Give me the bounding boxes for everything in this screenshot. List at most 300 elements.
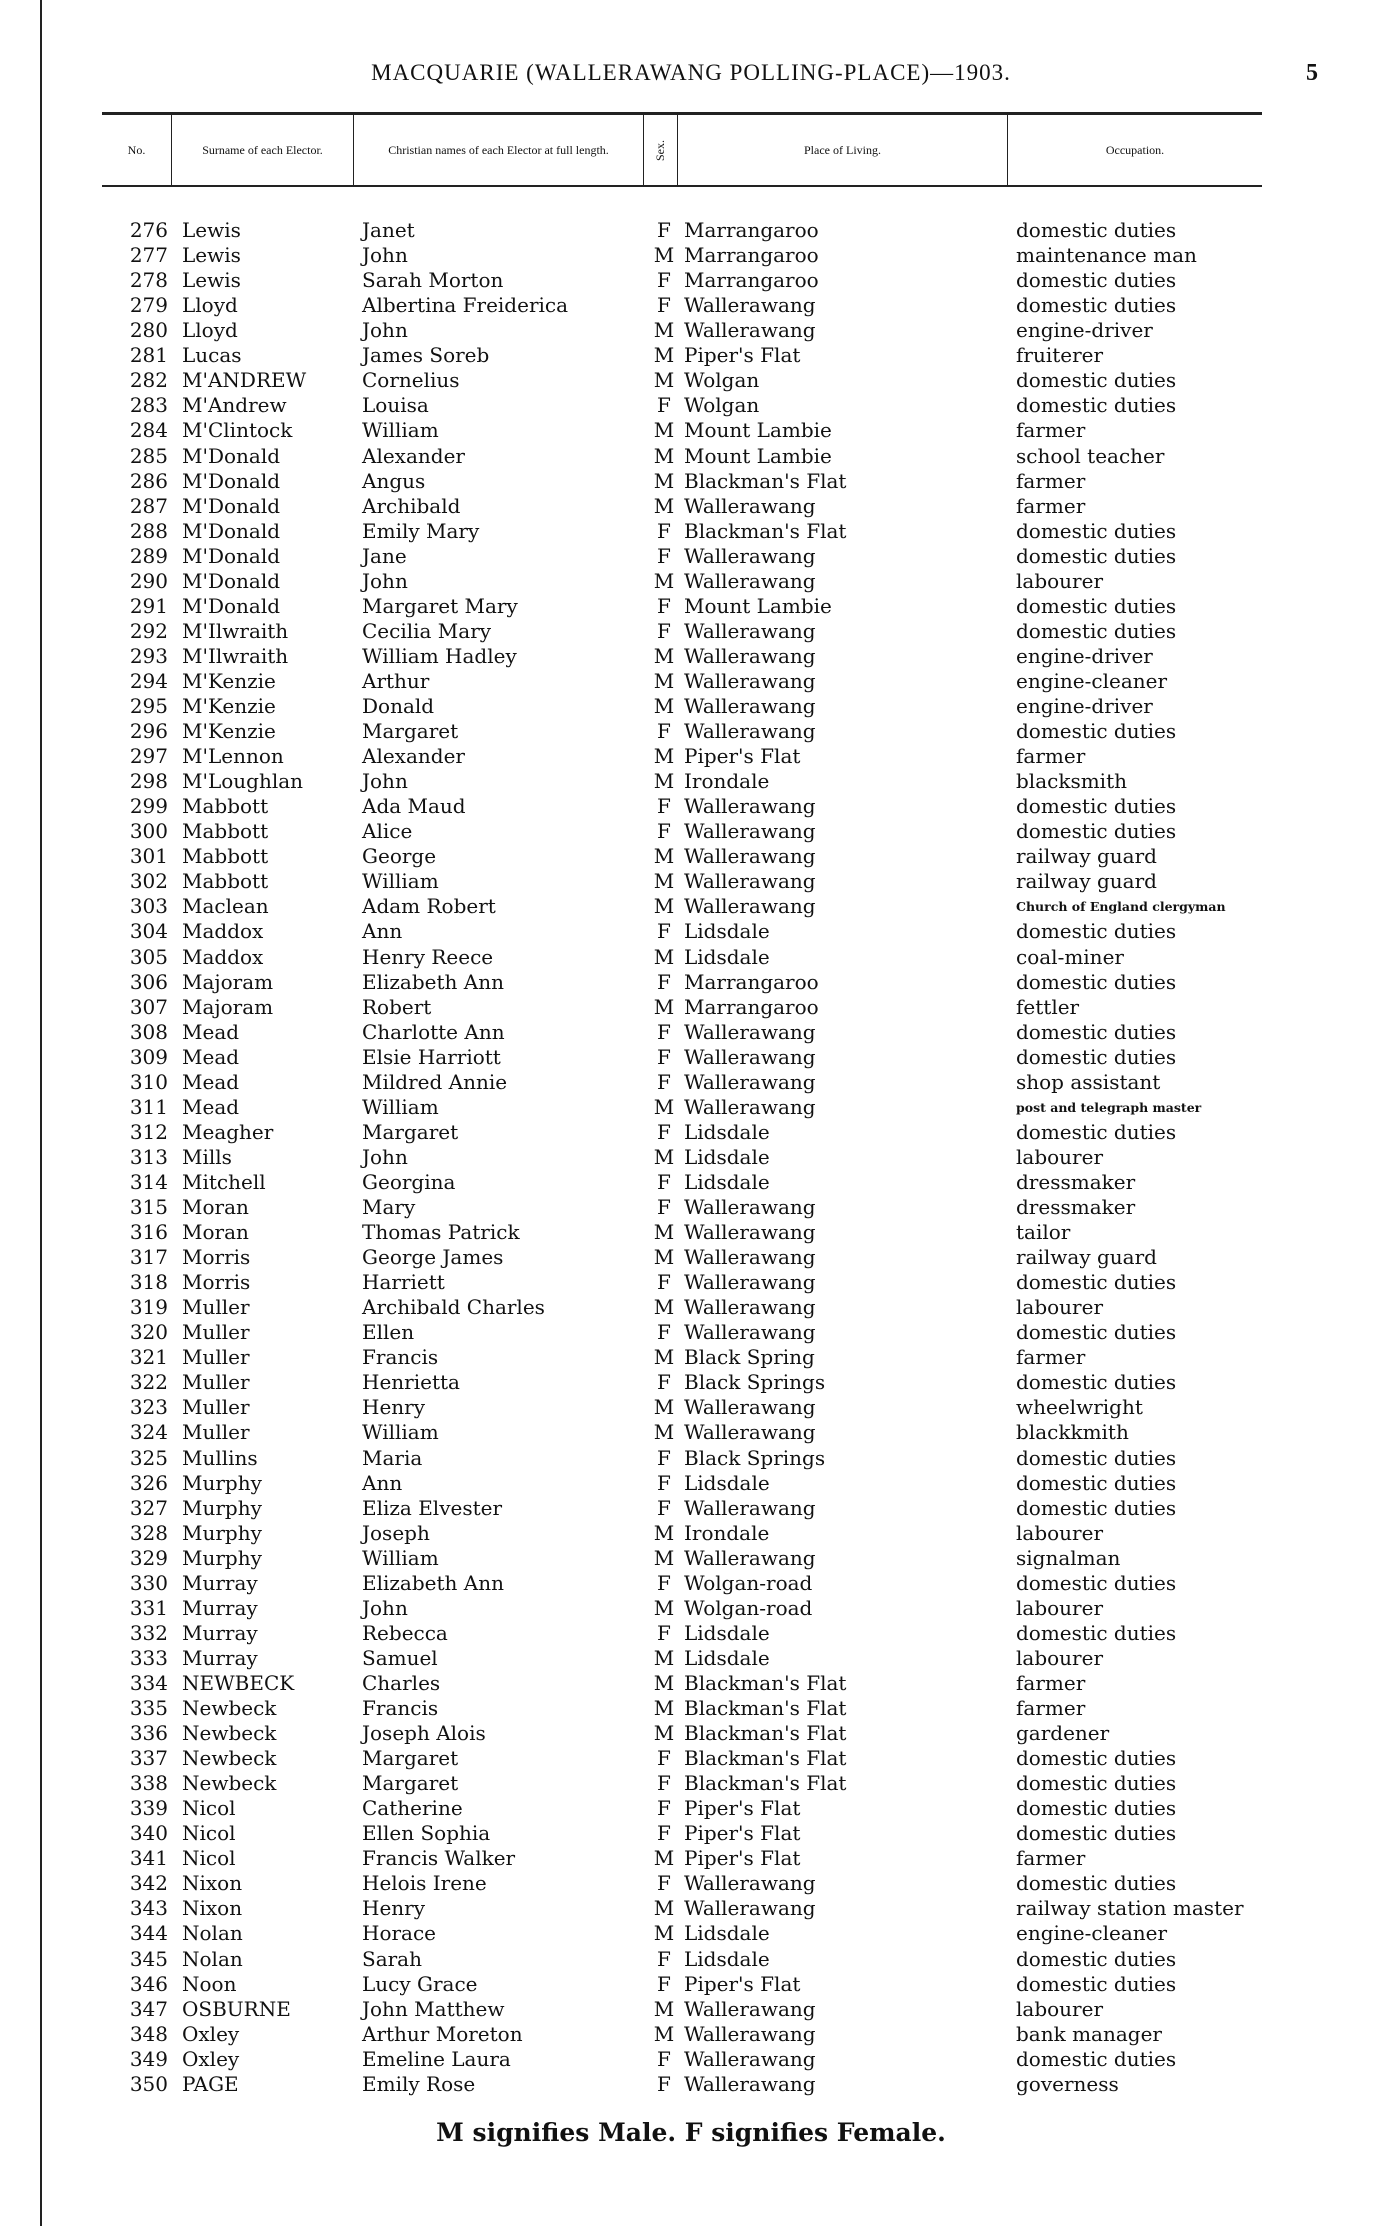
elector-surname: M'Donald xyxy=(182,443,281,468)
elector-number: 312 xyxy=(129,1119,168,1144)
elector-number: 329 xyxy=(129,1545,168,1570)
elector-surname: Morris xyxy=(182,1245,251,1269)
table-row xyxy=(0,218,1382,243)
elector-christian-names: Ann xyxy=(362,1470,403,1495)
elector-place: Lidsdale xyxy=(684,1470,770,1495)
elector-place: Lidsdale xyxy=(684,1921,770,1946)
elector-surname: Murphy xyxy=(182,1470,262,1495)
elector-surname: M'Loughlan xyxy=(182,769,304,794)
elector-occupation: domestic duties xyxy=(1016,543,1177,568)
elector-occupation: engine-cleaner xyxy=(1016,668,1168,693)
elector-surname: M'Donald xyxy=(182,568,281,593)
elector-surname: Oxley xyxy=(182,2046,240,2071)
elector-surname: Murray xyxy=(182,1595,258,1620)
table-row xyxy=(0,1170,1382,1195)
elector-surname: Mabbott xyxy=(182,869,269,894)
elector-surname: M'Kenzie xyxy=(182,668,276,693)
elector-place: Piper's Flat xyxy=(684,343,801,368)
elector-christian-names: Georgina xyxy=(362,1169,456,1194)
table-row xyxy=(0,1972,1382,1997)
elector-surname: M'Clintock xyxy=(182,418,293,443)
table-row xyxy=(0,970,1382,995)
elector-place: Wallerawang xyxy=(684,1996,816,2021)
elector-place: Marrangaroo xyxy=(684,994,819,1019)
elector-number: 350 xyxy=(129,2071,168,2096)
elector-place: Wallerawang xyxy=(684,1069,816,1094)
elector-sex: F xyxy=(657,1370,671,1395)
elector-sex: F xyxy=(657,794,671,819)
elector-occupation: engine-driver xyxy=(1016,318,1153,343)
table-row xyxy=(0,1420,1382,1445)
table-row xyxy=(0,1846,1382,1871)
elector-number: 286 xyxy=(129,468,168,493)
elector-sex: F xyxy=(657,618,671,643)
elector-sex: M xyxy=(653,1144,675,1169)
elector-sex: M xyxy=(653,944,675,969)
elector-number: 330 xyxy=(129,1570,168,1595)
elector-place: Wallerawang xyxy=(684,1094,816,1119)
column-header-no: No. xyxy=(102,115,172,185)
elector-surname: M'Donald xyxy=(182,593,281,618)
elector-number: 319 xyxy=(129,1295,168,1320)
elector-christian-names: Lucy Grace xyxy=(362,1971,478,1996)
elector-surname: Mills xyxy=(182,1144,232,1169)
elector-place: Blackman's Flat xyxy=(684,1746,847,1770)
elector-surname: Mabbott xyxy=(182,794,269,819)
elector-surname: Nicol xyxy=(182,1821,236,1846)
elector-surname: Nicol xyxy=(182,1846,236,1871)
elector-occupation: railway guard xyxy=(1016,844,1157,869)
elector-number: 324 xyxy=(129,1420,168,1445)
elector-number: 331 xyxy=(129,1595,168,1620)
elector-place: Wallerawang xyxy=(684,668,816,693)
elector-occupation: fettler xyxy=(1016,994,1080,1019)
elector-place: Wallerawang xyxy=(684,894,816,919)
elector-place: Irondale xyxy=(684,769,770,794)
elector-number: 304 xyxy=(129,919,168,944)
elector-sex: F xyxy=(657,1971,671,1996)
elector-surname: M'Ilwraith xyxy=(182,618,289,643)
elector-number: 308 xyxy=(129,1019,168,1044)
elector-place: Wolgan xyxy=(684,368,760,393)
elector-christian-names: Alice xyxy=(362,819,413,844)
table-row xyxy=(0,293,1382,318)
elector-christian-names: Rebecca xyxy=(362,1620,448,1645)
elector-sex: F xyxy=(657,593,671,618)
elector-sex: M xyxy=(653,1345,675,1370)
elector-number: 317 xyxy=(129,1245,168,1269)
elector-occupation: domestic duties xyxy=(1016,1796,1177,1821)
elector-place: Piper's Flat xyxy=(684,1846,801,1871)
elector-occupation: domestic duties xyxy=(1016,919,1177,944)
table-row xyxy=(0,1721,1382,1746)
elector-place: Wallerawang xyxy=(684,1420,816,1445)
elector-christian-names: Margaret Mary xyxy=(362,593,518,618)
elector-surname: Maddox xyxy=(182,919,264,944)
table-row xyxy=(0,1095,1382,1120)
table-row xyxy=(0,1997,1382,2022)
elector-sex: F xyxy=(657,1821,671,1846)
elector-occupation: domestic duties xyxy=(1016,1620,1177,1645)
elector-christian-names: Alexander xyxy=(362,744,465,769)
elector-sex: F xyxy=(657,543,671,568)
elector-surname: M'Kenzie xyxy=(182,693,276,718)
elector-occupation: signalman xyxy=(1016,1545,1121,1570)
elector-occupation: dressmaker xyxy=(1016,1169,1136,1194)
elector-occupation: domestic duties xyxy=(1016,268,1177,293)
elector-number: 345 xyxy=(129,1946,168,1971)
elector-number: 296 xyxy=(129,719,168,743)
elector-occupation: domestic duties xyxy=(1016,518,1177,543)
elector-surname: Murray xyxy=(182,1620,258,1645)
elector-sex: M xyxy=(653,1896,675,1921)
elector-place: Lidsdale xyxy=(684,919,770,944)
elector-number: 288 xyxy=(129,518,168,543)
elector-surname: Mead xyxy=(182,1044,240,1069)
elector-sex: F xyxy=(657,819,671,844)
elector-sex: F xyxy=(657,293,671,318)
elector-sex: F xyxy=(657,1570,671,1595)
elector-number: 285 xyxy=(129,443,168,468)
elector-occupation: domestic duties xyxy=(1016,1746,1177,1770)
elector-christian-names: Henry Reece xyxy=(362,944,494,969)
elector-place: Black Springs xyxy=(684,1445,826,1470)
elector-christian-names: John xyxy=(362,1595,408,1620)
elector-surname: Mead xyxy=(182,1019,240,1044)
elector-place: Wallerawang xyxy=(684,643,816,668)
elector-christian-names: Margaret xyxy=(362,1746,459,1770)
elector-christian-names: Francis xyxy=(362,1345,439,1370)
elector-number: 337 xyxy=(129,1746,168,1770)
elector-sex: M xyxy=(653,418,675,443)
elector-number: 310 xyxy=(129,1069,168,1094)
elector-sex: F xyxy=(657,1445,671,1470)
elector-christian-names: Mary xyxy=(362,1195,416,1219)
elector-occupation: Church of England clergyman xyxy=(1016,899,1226,915)
elector-place: Wallerawang xyxy=(684,1871,816,1896)
elector-surname: Muller xyxy=(182,1345,250,1370)
elector-place: Wallerawang xyxy=(684,1245,816,1269)
elector-sex: M xyxy=(653,744,675,769)
elector-sex: M xyxy=(653,869,675,894)
elector-sex: F xyxy=(657,1771,671,1796)
elector-number: 301 xyxy=(129,844,168,869)
elector-occupation: domestic duties xyxy=(1016,618,1177,643)
elector-number: 325 xyxy=(129,1445,168,1470)
elector-sex: F xyxy=(657,1195,671,1219)
elector-number: 323 xyxy=(129,1395,168,1420)
elector-occupation: labourer xyxy=(1016,1595,1104,1620)
elector-sex: F xyxy=(657,1871,671,1896)
elector-surname: Lloyd xyxy=(182,293,238,318)
elector-sex: M xyxy=(653,1645,675,1670)
elector-surname: Lloyd xyxy=(182,318,238,343)
elector-place: Wallerawang xyxy=(684,2046,816,2071)
elector-occupation: fruiterer xyxy=(1016,343,1104,368)
elector-surname: NEWBECK xyxy=(182,1670,295,1695)
elector-surname: Maclean xyxy=(182,894,269,919)
elector-number: 289 xyxy=(129,543,168,568)
sex-legend: M signifies Male. F signifies Female. xyxy=(436,2118,946,2147)
elector-occupation: domestic duties xyxy=(1016,794,1177,819)
elector-occupation: maintenance man xyxy=(1016,243,1197,268)
table-row xyxy=(0,1120,1382,1145)
table-row xyxy=(0,1796,1382,1821)
elector-place: Piper's Flat xyxy=(684,1821,801,1846)
table-row xyxy=(0,1320,1382,1345)
table-row xyxy=(0,794,1382,819)
elector-sex: F xyxy=(657,1069,671,1094)
elector-place: Blackman's Flat xyxy=(684,518,847,543)
elector-sex: F xyxy=(657,1044,671,1069)
elector-occupation: blacksmith xyxy=(1016,769,1127,794)
table-row xyxy=(0,243,1382,268)
elector-number: 315 xyxy=(129,1195,168,1219)
elector-place: Wolgan-road xyxy=(684,1595,813,1620)
elector-occupation: domestic duties xyxy=(1016,218,1177,242)
elector-occupation: farmer xyxy=(1016,1345,1086,1370)
elector-surname: Muller xyxy=(182,1320,250,1345)
elector-sex: M xyxy=(653,1295,675,1320)
elector-place: Blackman's Flat xyxy=(684,1670,847,1695)
elector-sex: M xyxy=(653,1395,675,1420)
elector-occupation: domestic duties xyxy=(1016,1445,1177,1470)
elector-sex: F xyxy=(657,268,671,293)
elector-number: 290 xyxy=(129,568,168,593)
table-row xyxy=(0,343,1382,368)
elector-sex: M xyxy=(653,769,675,794)
elector-number: 342 xyxy=(129,1871,168,1896)
elector-christian-names: Ada Maud xyxy=(362,794,466,819)
table-row xyxy=(0,1746,1382,1771)
elector-place: Wallerawang xyxy=(684,1019,816,1044)
elector-sex: F xyxy=(657,1320,671,1345)
elector-surname: Newbeck xyxy=(182,1771,277,1796)
elector-sex: M xyxy=(653,1245,675,1269)
elector-place: Blackman's Flat xyxy=(684,468,847,493)
elector-christian-names: Elizabeth Ann xyxy=(362,1570,504,1595)
elector-place: Wallerawang xyxy=(684,318,816,343)
elector-christian-names: George James xyxy=(362,1245,504,1269)
elector-surname: Maddox xyxy=(182,944,264,969)
elector-occupation: farmer xyxy=(1016,468,1086,493)
elector-christian-names: Margaret xyxy=(362,1119,459,1144)
column-header-sex-label: Sex. xyxy=(653,139,667,161)
elector-occupation: domestic duties xyxy=(1016,1570,1177,1595)
elector-sex: M xyxy=(653,1670,675,1695)
elector-number: 344 xyxy=(129,1921,168,1946)
elector-place: Black Springs xyxy=(684,1370,826,1395)
elector-sex: M xyxy=(653,1846,675,1871)
elector-occupation: labourer xyxy=(1016,568,1104,593)
elector-christian-names: George xyxy=(362,844,437,869)
elector-sex: F xyxy=(657,2071,671,2096)
elector-sex: F xyxy=(657,1169,671,1194)
table-row xyxy=(0,744,1382,769)
elector-number: 322 xyxy=(129,1370,168,1395)
elector-place: Wolgan xyxy=(684,393,760,418)
elector-occupation: farmer xyxy=(1016,744,1086,769)
elector-number: 340 xyxy=(129,1821,168,1846)
table-row xyxy=(0,1070,1382,1095)
table-row xyxy=(0,544,1382,569)
elector-sex: M xyxy=(653,668,675,693)
elector-christian-names: Ellen Sophia xyxy=(362,1821,491,1846)
table-row xyxy=(0,1195,1382,1220)
elector-sex: M xyxy=(653,1996,675,2021)
elector-place: Wallerawang xyxy=(684,844,816,869)
elector-occupation: dressmaker xyxy=(1016,1195,1136,1219)
table-row xyxy=(0,1020,1382,1045)
elector-christian-names: Henry xyxy=(362,1395,426,1420)
table-row xyxy=(0,1546,1382,1571)
elector-sex: F xyxy=(657,1495,671,1520)
elector-occupation: tailor xyxy=(1016,1220,1071,1244)
elector-occupation: post and telegraph master xyxy=(1016,1099,1202,1115)
elector-sex: F xyxy=(657,1119,671,1144)
elector-number: 348 xyxy=(129,2021,168,2046)
elector-place: Wallerawang xyxy=(684,1044,816,1069)
elector-surname: Majoram xyxy=(182,969,274,994)
elector-surname: Lewis xyxy=(182,268,241,293)
elector-surname: Majoram xyxy=(182,994,274,1019)
elector-place: Mount Lambie xyxy=(684,418,832,443)
table-row xyxy=(0,318,1382,343)
elector-sex: F xyxy=(657,2046,671,2071)
elector-place: Wallerawang xyxy=(684,719,816,743)
elector-sex: F xyxy=(657,919,671,944)
table-row xyxy=(0,494,1382,519)
elector-christian-names: Margaret xyxy=(362,719,459,743)
elector-sex: M xyxy=(653,468,675,493)
elector-christian-names: Emily Mary xyxy=(362,518,480,543)
elector-place: Wallerawang xyxy=(684,869,816,894)
elector-sex: M xyxy=(653,894,675,919)
table-row xyxy=(0,719,1382,744)
elector-sex: M xyxy=(653,1721,675,1745)
column-header-surname: Surname of each Elector. xyxy=(172,115,354,185)
elector-occupation: railway guard xyxy=(1016,1245,1157,1269)
elector-christian-names: John xyxy=(362,568,408,593)
elector-sex: F xyxy=(657,1946,671,1971)
elector-sex: M xyxy=(653,318,675,343)
table-row xyxy=(0,1395,1382,1420)
table-row xyxy=(0,519,1382,544)
elector-christian-names: Archibald Charles xyxy=(362,1295,545,1320)
elector-place: Lidsdale xyxy=(684,1169,770,1194)
elector-surname: Lewis xyxy=(182,218,241,242)
elector-occupation: engine-driver xyxy=(1016,693,1153,718)
elector-christian-names: John xyxy=(362,1144,408,1169)
elector-surname: Muller xyxy=(182,1370,250,1395)
elector-place: Wallerawang xyxy=(684,568,816,593)
elector-surname: Murphy xyxy=(182,1545,262,1570)
elector-surname: M'Donald xyxy=(182,468,281,493)
elector-occupation: school teacher xyxy=(1016,443,1165,468)
elector-number: 277 xyxy=(129,243,168,268)
table-row xyxy=(0,644,1382,669)
elector-christian-names: Janet xyxy=(362,218,415,242)
elector-number: 292 xyxy=(129,618,168,643)
elector-number: 341 xyxy=(129,1846,168,1871)
elector-christian-names: Horace xyxy=(362,1921,437,1946)
elector-christian-names: Joseph Alois xyxy=(362,1721,486,1745)
table-row xyxy=(0,1496,1382,1521)
elector-surname: Murray xyxy=(182,1645,258,1670)
page-title: MACQUARIE (WALLERAWANG POLLING-PLACE)—1903. xyxy=(371,60,1011,85)
table-row xyxy=(0,569,1382,594)
elector-place: Wallerawang xyxy=(684,1270,816,1295)
elector-place: Wallerawang xyxy=(684,794,816,819)
elector-number: 333 xyxy=(129,1645,168,1670)
elector-number: 276 xyxy=(129,218,168,242)
elector-christian-names: Louisa xyxy=(362,393,429,418)
table-row xyxy=(0,919,1382,944)
table-row xyxy=(0,1220,1382,1245)
column-header-occupation: Occupation. xyxy=(1105,142,1165,157)
table-row xyxy=(0,844,1382,869)
elector-christian-names: Eliza Elvester xyxy=(362,1495,503,1520)
elector-number: 283 xyxy=(129,393,168,418)
elector-place: Wallerawang xyxy=(684,293,816,318)
table-row xyxy=(0,1471,1382,1496)
elector-place: Blackman's Flat xyxy=(684,1721,847,1745)
table-row xyxy=(0,619,1382,644)
elector-number: 282 xyxy=(129,368,168,393)
elector-sex: M xyxy=(653,844,675,869)
elector-occupation: domestic duties xyxy=(1016,719,1177,743)
elector-christian-names: Archibald xyxy=(362,493,461,518)
elector-sex: F xyxy=(657,518,671,543)
elector-occupation: domestic duties xyxy=(1016,393,1177,418)
elector-number: 326 xyxy=(129,1470,168,1495)
elector-surname: Morris xyxy=(182,1270,251,1295)
elector-place: Blackman's Flat xyxy=(684,1771,847,1796)
elector-sex: M xyxy=(653,343,675,368)
elector-place: Blackman's Flat xyxy=(684,1696,847,1720)
elector-occupation: labourer xyxy=(1016,1520,1104,1545)
elector-surname: M'Ilwraith xyxy=(182,643,289,668)
elector-sex: F xyxy=(657,393,671,418)
elector-place: Marrangaroo xyxy=(684,218,819,242)
elector-occupation: domestic duties xyxy=(1016,593,1177,618)
elector-occupation: domestic duties xyxy=(1016,1019,1177,1044)
elector-sex: M xyxy=(653,1520,675,1545)
elector-surname: PAGE xyxy=(182,2071,239,2096)
elector-christian-names: Francis xyxy=(362,1696,439,1720)
table-row xyxy=(0,2022,1382,2047)
elector-occupation: engine-cleaner xyxy=(1016,1921,1168,1946)
elector-surname: Newbeck xyxy=(182,1721,277,1745)
elector-sex: M xyxy=(653,368,675,393)
elector-surname: M'Kenzie xyxy=(182,719,276,743)
elector-christian-names: Henry xyxy=(362,1896,426,1921)
elector-surname: M'Donald xyxy=(182,518,281,543)
elector-occupation: domestic duties xyxy=(1016,1821,1177,1846)
elector-occupation: domestic duties xyxy=(1016,293,1177,318)
elector-place: Piper's Flat xyxy=(684,1796,801,1821)
elector-surname: Mead xyxy=(182,1094,240,1119)
elector-number: 294 xyxy=(129,668,168,693)
elector-number: 335 xyxy=(129,1696,168,1720)
elector-occupation: domestic duties xyxy=(1016,1771,1177,1796)
elector-occupation: domestic duties xyxy=(1016,1044,1177,1069)
table-row xyxy=(0,769,1382,794)
elector-occupation: domestic duties xyxy=(1016,1320,1177,1345)
elector-christian-names: Robert xyxy=(362,994,432,1019)
elector-surname: Mabbott xyxy=(182,819,269,844)
elector-christian-names: Angus xyxy=(362,468,426,493)
